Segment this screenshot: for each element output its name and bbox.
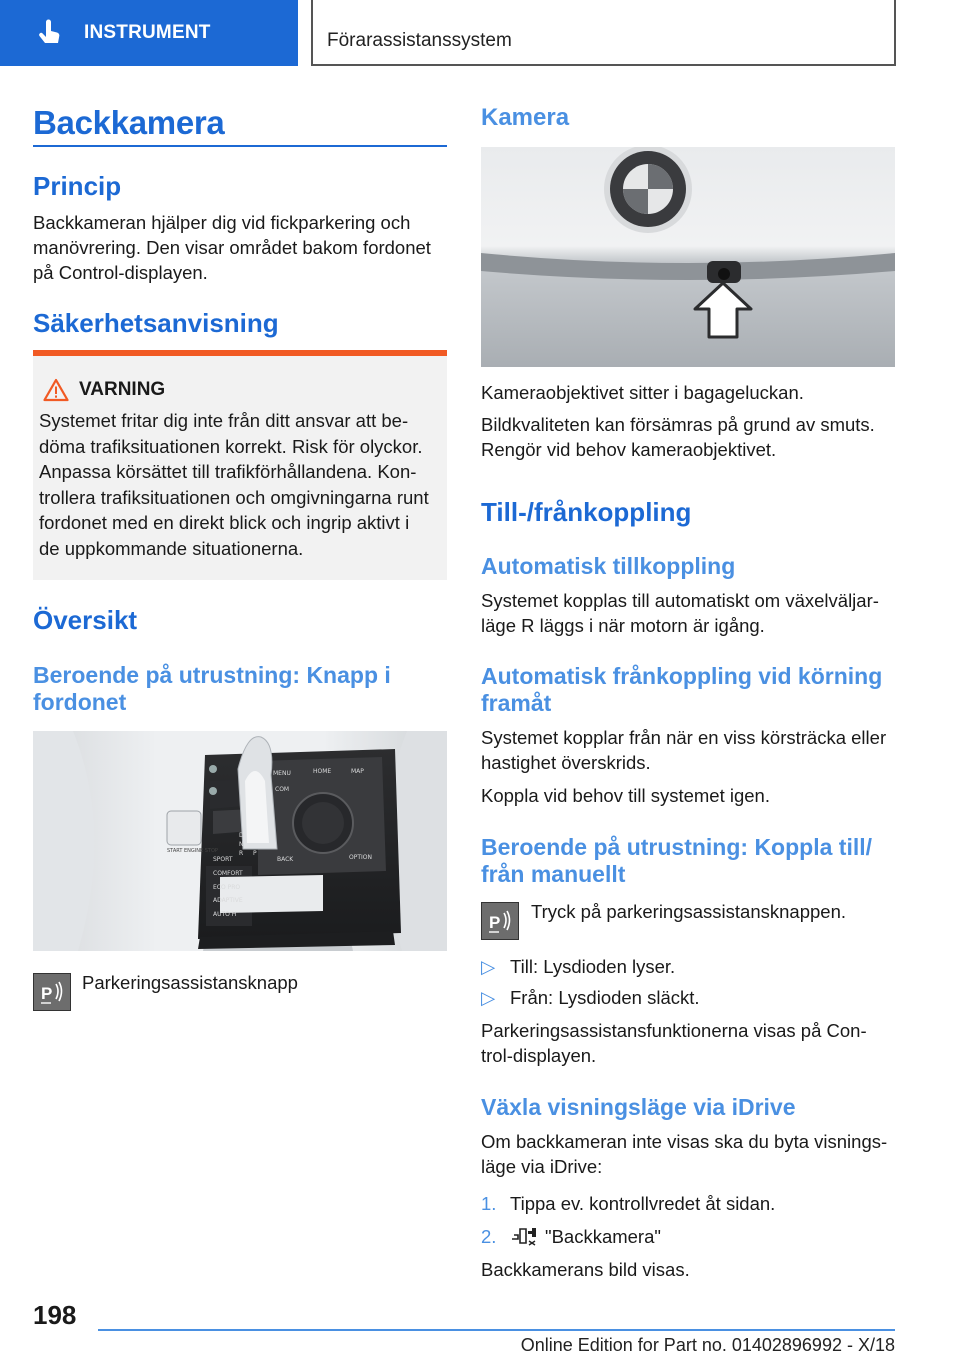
page-header [0, 0, 960, 66]
warning-line: Anpassa körsättet till trafikförhållandena. Kon- [39, 461, 417, 482]
step-number: 2. [481, 1226, 497, 1247]
auto-off-line: hastighet överskrids. [481, 752, 651, 773]
chapter-title: Förarassistanssystem [327, 30, 512, 51]
console-label: ADAPTIVE [213, 897, 243, 904]
console-label: BACK [277, 856, 294, 863]
auto-off-text [481, 725, 901, 775]
console-label: HOME [313, 768, 332, 775]
console-label: START ENGINE STOP [167, 848, 218, 854]
title-rule [33, 145, 447, 147]
equipment-heading-line: Beroende på utrustning: Knapp i [33, 662, 391, 688]
console-label: MAP [351, 768, 364, 775]
svg-text:P: P [41, 984, 53, 1003]
functions-text [481, 1018, 895, 1068]
bullet-marker: ▷ [481, 956, 496, 977]
edition-text: Online Edition for Part no. 01402896992 - X/18 [520, 1335, 895, 1355]
warning-triangle-icon [43, 378, 69, 402]
warning-box [33, 350, 447, 580]
auto-off-heading-line: Automatisk frånkoppling vid körning [481, 663, 883, 689]
view-text [481, 1129, 901, 1179]
page-title: Backkamera [33, 104, 225, 141]
bullet-marker: ▷ [481, 987, 496, 1008]
principle-line: på Control-displayen. [33, 262, 208, 283]
equipment-heading-line: fordonet [33, 689, 127, 715]
console-label: N [239, 841, 244, 848]
chapter-box [311, 0, 896, 66]
console-label: COMFORT [213, 870, 243, 877]
manual-heading-line: Beroende på utrustning: Koppla till/ [481, 834, 872, 860]
equipment-heading [33, 662, 447, 716]
console-label: AUTO H [213, 911, 237, 918]
bmw-logo [604, 147, 692, 233]
warning-line: de uppkommande situationerna. [39, 537, 304, 559]
camera-location-text: Kameraobjektivet sitter i bagageluckan. [481, 382, 804, 403]
onoff-heading: Till-/frånkoppling [481, 497, 692, 527]
section-tab-label: INSTRUMENT [84, 22, 211, 43]
quality-line: Bildkvaliteten kan försämras på grund av smuts. [481, 414, 875, 435]
result-text: Backkamerans bild visas. [481, 1259, 690, 1280]
footer-rule [98, 1329, 895, 1331]
svg-text:P: P [489, 913, 501, 932]
principle-line: manövrering. Den visar området bakom fordonet [33, 237, 431, 258]
rear-camera-image [481, 147, 895, 367]
auto-on-heading: Automatisk tillkoppling [481, 553, 736, 579]
auto-off-heading [481, 663, 901, 717]
console-label: COM [275, 786, 290, 793]
parking-assist-icon [33, 973, 71, 1011]
warning-line: döma trafiksituationen korrekt. Risk för olyckor. [39, 435, 423, 457]
rear-camera-icon [510, 1225, 538, 1247]
warning-line: fordonet med en direkt blick och ingrip aktivt i [39, 512, 410, 533]
manual-instruction: Tryck på parkeringsassistansknappen. [531, 901, 846, 922]
quality-text [481, 412, 895, 462]
warning-line: Systemet fritar dig inte från ditt ansvar att be- [39, 410, 409, 431]
safety-heading: Säkerhetsanvisning [33, 308, 279, 338]
bullet-text: Till: Lysdioden lyser. [510, 956, 676, 977]
console-label: ECO PRO [213, 884, 241, 891]
auto-off-line: Systemet kopplar från när en viss körsträcka eller [481, 727, 887, 748]
bullet-text: Från: Lysdioden släckt. [510, 987, 700, 1008]
console-label: D [239, 832, 244, 839]
button-caption: Parkeringsassistansknapp [82, 972, 298, 993]
step-number: 1. [481, 1193, 497, 1214]
console-label: R [239, 850, 244, 857]
auto-off-note: Koppla vid behov till systemet igen. [481, 785, 770, 806]
warning-text [39, 408, 443, 561]
view-line: läge via iDrive: [481, 1156, 603, 1177]
principle-text [33, 210, 447, 285]
parking-assist-icon [481, 902, 519, 940]
warning-title: VARNING [79, 379, 166, 400]
touch-hand-icon [34, 18, 64, 48]
manual-heading-line: från manuellt [481, 861, 626, 887]
console-label: MENU [273, 770, 291, 777]
principle-heading: Princip [33, 171, 122, 201]
functions-line: Parkeringsassistansfunktionerna visas på Con- [481, 1020, 867, 1041]
page-number: 198 [33, 1300, 77, 1330]
warning-line: trollera trafiksituationen och omgivningarna runt [39, 486, 429, 508]
rear-camera-icon [707, 261, 741, 283]
console-label: SPORT [213, 856, 233, 863]
console-label: OPTION [349, 854, 372, 861]
auto-off-heading-line: framåt [481, 690, 552, 716]
auto-on-text [481, 588, 895, 638]
quality-line: Rengör vid behov kameraobjektivet. [481, 439, 777, 460]
principle-line: Backkameran hjälper dig vid fickparkering och [33, 212, 411, 233]
step-text: Tippa ev. kontrollvredet åt sidan. [510, 1193, 776, 1214]
console-label: P [253, 850, 257, 857]
auto-on-line: läge R läggs i när motorn är igång. [481, 615, 765, 636]
section-tab [0, 0, 298, 66]
view-heading: Växla visningsläge via iDrive [481, 1094, 796, 1120]
view-line: Om backkameran inte visas ska du byta visnings- [481, 1131, 888, 1152]
manual-heading [481, 834, 901, 888]
auto-on-line: Systemet kopplas till automatiskt om växelväljar- [481, 590, 879, 611]
step-text: "Backkamera" [545, 1226, 661, 1247]
functions-line: trol-displayen. [481, 1045, 597, 1066]
center-console-image [33, 731, 447, 951]
camera-heading: Kamera [481, 104, 570, 131]
warning-bar [33, 350, 447, 356]
overview-heading: Översikt [33, 605, 138, 635]
